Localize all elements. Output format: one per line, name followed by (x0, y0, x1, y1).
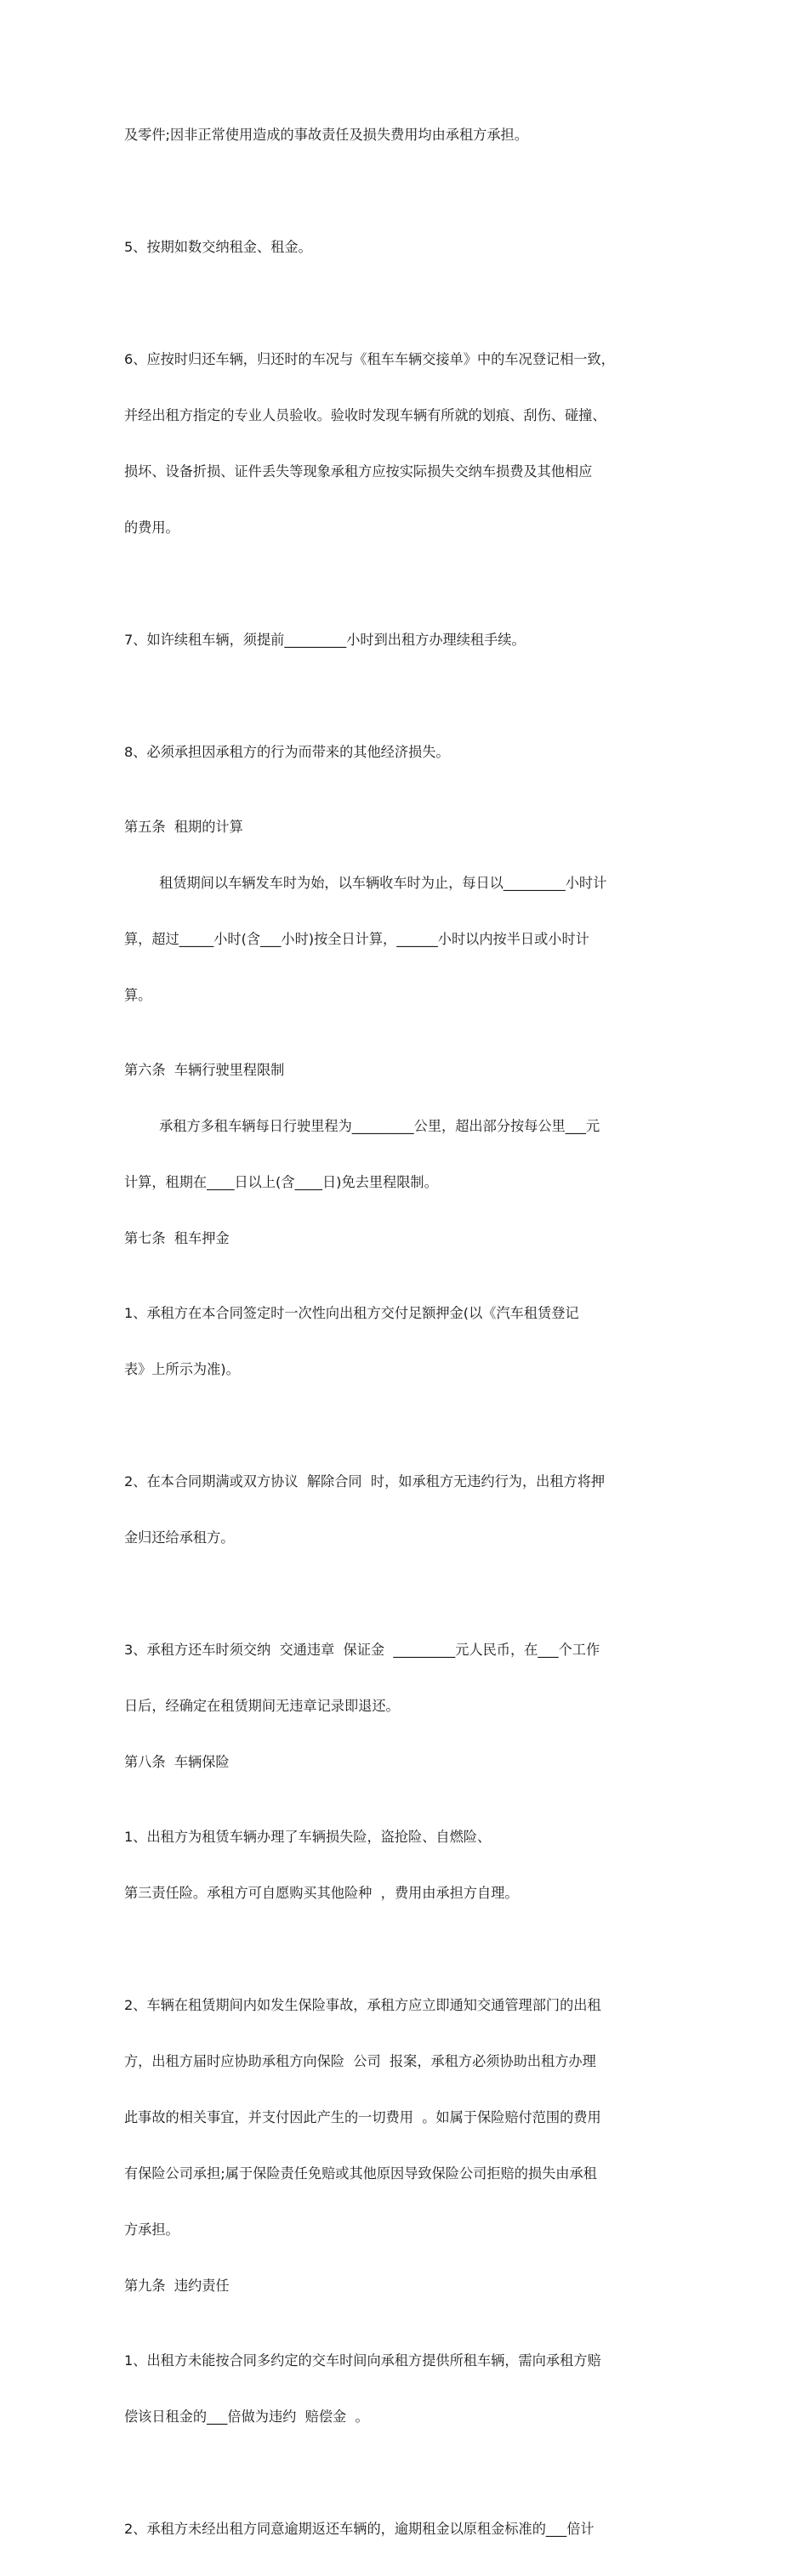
article-8-heading: 第八条 车辆保险 (124, 1754, 230, 1770)
article-5 (124, 818, 690, 1042)
article-8-clause-1 (124, 1790, 690, 1940)
text-line: 算。 (124, 987, 152, 1003)
paragraph-continuation (124, 88, 690, 182)
article-9-heading: 第九条 违约责任 (124, 2278, 230, 2294)
text-line: 偿该日租金的___倍做为违约 赔偿金 。 (124, 2409, 369, 2425)
text-line: 1、承租方在本合同签定时一次性向出租方交付足额押金(以《汽车租赁登记 (124, 1305, 579, 1321)
article-7-clause-2 (124, 1435, 690, 1585)
text-line: 6、应按时归还车辆，归还时的车况与《租车车辆交接单》中的车况登记相一致， (124, 351, 615, 367)
text-line: 2、车辆在租赁期间内如发生保险事故，承租方应立即通知交通管理部门的出租 (124, 1997, 601, 2013)
text-line: 的费用。 (124, 519, 179, 536)
article-5-body (124, 837, 690, 1042)
article-9-clause-2 (124, 2482, 690, 2576)
article-9-clause-1 (124, 2314, 690, 2464)
article-6-heading: 第六条 车辆行驶里程限制 (124, 1062, 285, 1078)
text-line: 此事故的相关事宜，并支付因此产生的一切费用 。如属于保险赔付范围的费用 (124, 2109, 601, 2125)
article-6-body (124, 1080, 690, 1229)
clause-7 (124, 593, 690, 687)
text-line: 金归还给承租方。 (124, 1529, 235, 1546)
text-line: 有保险公司承担;属于保险责任免赔或其他原因导致保险公司拒赔的损失由承租 (124, 2165, 597, 2182)
article-5-heading: 第五条 租期的计算 (124, 819, 243, 835)
text-line: 1、出租方未能按合同多约定的交车时间向承租方提供所租车辆，需向承租方赔 (124, 2352, 601, 2369)
text-line: 第三责任险。承租方可自愿购买其他险种 ，费用由承担方自理。 (124, 1885, 519, 1901)
text-line: 承租方多租车辆每日行驶里程为_________公里，超出部分按每公里___元 (124, 1118, 600, 1134)
text-line: 8、必须承担因承租方的行为而带来的其他经济损失。 (124, 744, 450, 760)
text-line: 5、按期如数交纳租金、租金。 (124, 239, 312, 255)
text-line: 2、承租方未经出租方同意逾期返还车辆的，逾期租金以原租金标准的___倍计 (124, 2521, 595, 2537)
text-line: 3、承租方还车时须交纳 交通违章 保证金 _________元人民币，在___个工作 (124, 1642, 600, 1658)
document-page (124, 88, 690, 2576)
text-line: 算，超过_____小时(含___小时)按全日计算，______小时以内按半日或小时计 (124, 931, 589, 947)
article-6 (124, 1061, 690, 1229)
text-line: 租赁期间以车辆发车时为始，以车辆收车时为止，每日以_________小时计 (124, 875, 607, 891)
text-line: 计算，租期在____日以上(含____日)免去里程限制。 (124, 1174, 438, 1190)
text-line: 日后，经确定在租赁期间无违章记录即退还。 (124, 1698, 400, 1714)
text-line: 2、在本合同期满或双方协议 解除合同 时，如承租方无违约行为，出租方将押 (124, 1473, 606, 1489)
text-line: 并经出租方指定的专业人员验收。验收时发现车辆有所就的划痕、刮伤、碰撞、 (124, 407, 606, 423)
article-8-clause-2 (124, 1959, 690, 2277)
clause-6 (124, 313, 690, 575)
text-line: 损坏、设备折损、证件丢失等现象承租方应按实际损失交纳车损费及其他相应 (124, 463, 593, 479)
text-line: 方，出租方届时应协助承租方向保险 公司 报案，承租方必须协助出租方办理 (124, 2053, 596, 2069)
text-line: 及零件;因非正常使用造成的事故责任及损失费用均由承租方承担。 (124, 127, 528, 143)
article-7-clause-1 (124, 1267, 690, 1416)
text-line: 1、出租方为租赁车辆办理了车辆损失险，盗抢险、自燃险、 (124, 1829, 492, 1845)
article-7-clause-3 (124, 1603, 690, 1753)
text-line: 7、如许续租车辆，须提前_________小时到出租方办理续租手续。 (124, 632, 526, 648)
text-line: 方承担。 (124, 2221, 179, 2238)
article-7-heading: 第七条 租车押金 (124, 1230, 230, 1246)
text-line: 表》上所示为准)。 (124, 1361, 240, 1377)
clause-5 (124, 201, 690, 294)
clause-8 (124, 706, 690, 799)
